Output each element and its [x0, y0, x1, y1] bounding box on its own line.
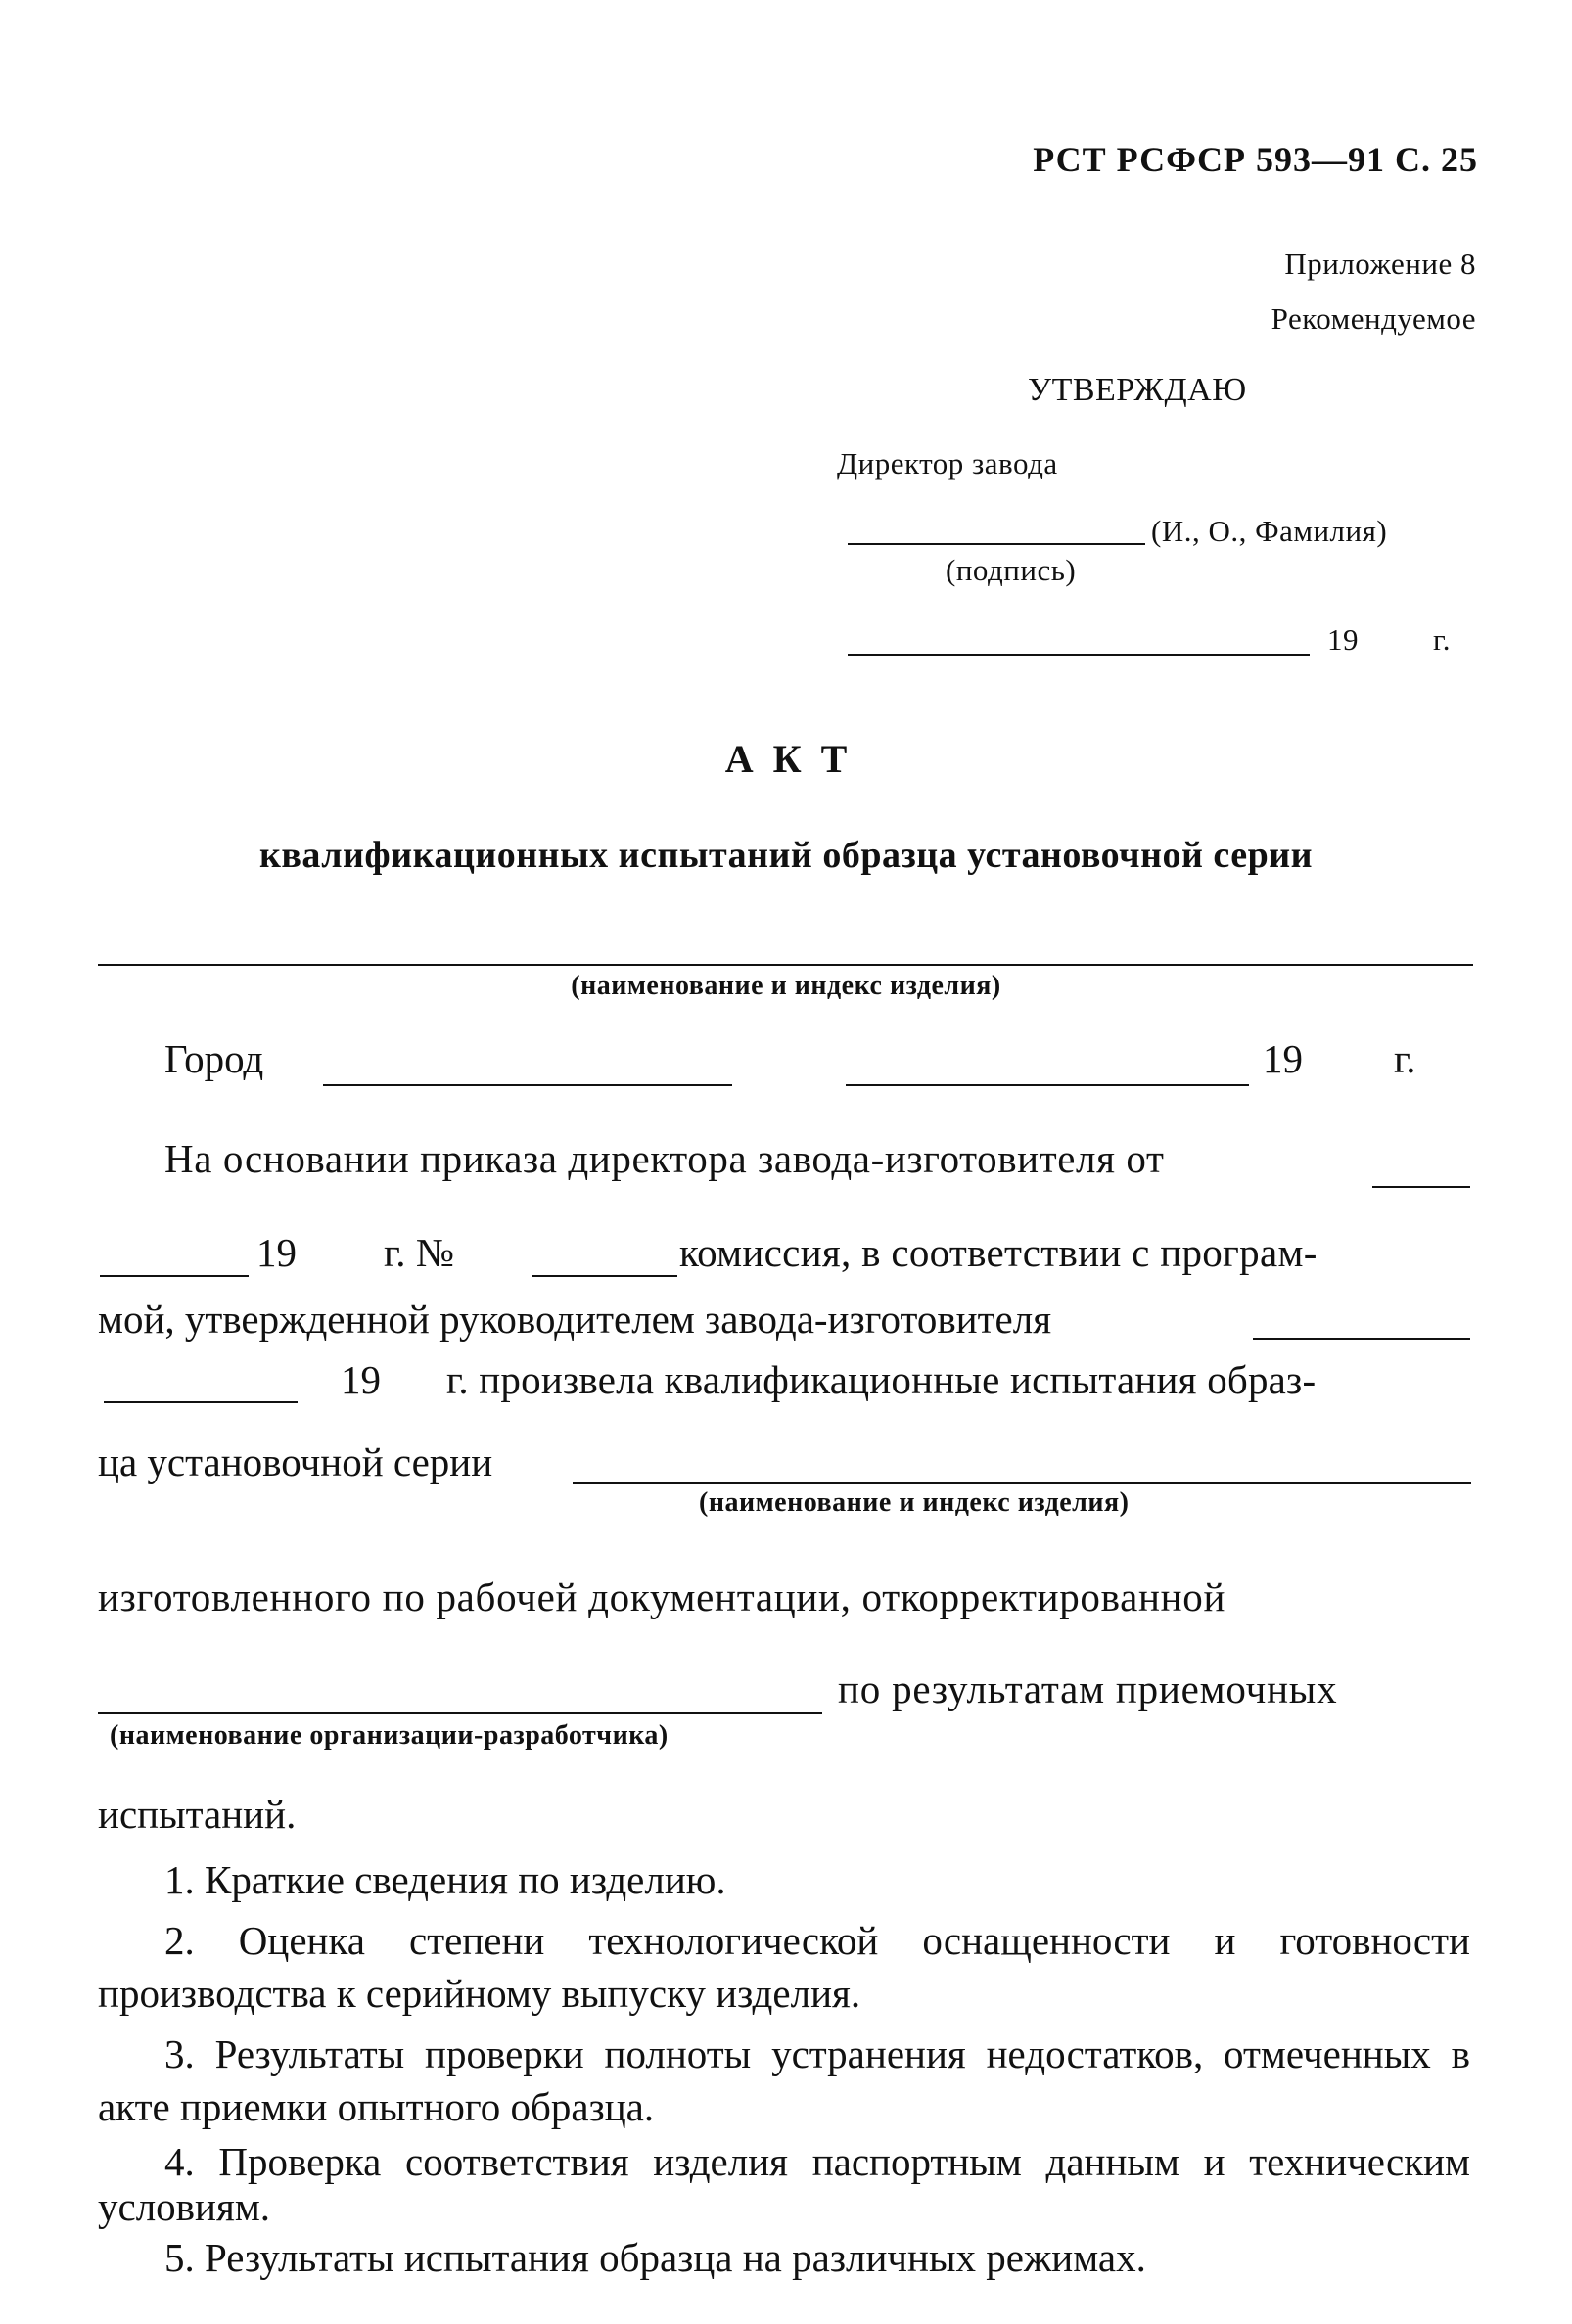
list-item: 2. Оценка степени технологической оснащенности и готовности производства к серийному выпуску изделия.	[98, 1918, 1470, 2016]
list-item: 1. Краткие сведения по изделию.	[164, 1857, 726, 1902]
program-day-line	[104, 1401, 298, 1403]
developer-line	[98, 1712, 822, 1714]
approve-label: УТВЕРЖДАЮ	[1028, 372, 1247, 408]
list-item: 3. Результаты проверки полноты устранения недостатков, отмеченных в акте приемки опытного образца.	[98, 2031, 1470, 2129]
list-item: 5. Результаты испытания образца на различных режимах.	[164, 2235, 1146, 2280]
developer-hint: (наименование организации-разработчика)	[110, 1720, 669, 1751]
program-year: 19	[341, 1357, 381, 1402]
order-year: 19	[256, 1230, 297, 1275]
body-line-3: мой, утвержденной руководителем завода-изготовителя	[98, 1297, 1052, 1342]
signature-line	[848, 543, 1145, 545]
city-year: 19	[1263, 1036, 1303, 1081]
appendix-status: Рекомендуемое	[1271, 301, 1476, 336]
city-line	[323, 1084, 732, 1086]
order-number-line	[532, 1275, 677, 1277]
document-subtitle: квалификационных испытаний образца установочной серии	[258, 835, 1314, 876]
sample-hint: (наименование и индекс изделия)	[699, 1487, 1130, 1518]
director-label: Директор завода	[837, 446, 1058, 480]
list-item: 4. Проверка соответствия изделия паспортным данным и техническим условиям.	[98, 2139, 1470, 2229]
order-day-line	[100, 1275, 249, 1277]
page-header: РСТ РСФСР 593—91 С. 25	[1033, 140, 1478, 179]
sample-line	[573, 1482, 1471, 1484]
approval-year: 19	[1327, 622, 1359, 657]
body-line-8: испытаний.	[98, 1792, 297, 1837]
body-line-5: ца установочной серии	[98, 1439, 493, 1484]
body-line-7: по результатам приемочных	[838, 1666, 1338, 1711]
product-line	[98, 964, 1473, 966]
document-title: АКТ	[724, 737, 867, 781]
approval-year-suffix: г.	[1433, 622, 1451, 657]
name-hint: (И., О., Фамилия)	[1151, 514, 1388, 548]
appendix-label: Приложение 8	[1284, 247, 1476, 281]
date-line	[848, 654, 1310, 656]
order-date-line	[1372, 1186, 1470, 1188]
city-date-line	[846, 1084, 1249, 1086]
body-line-1: На основании приказа директора завода-изготовителя от	[164, 1136, 1165, 1181]
body-line-4: г. произвела квалификационные испытания образ-	[446, 1357, 1317, 1402]
signature-hint: (подпись)	[946, 553, 1077, 587]
city-year-suffix: г.	[1394, 1036, 1416, 1081]
product-hint: (наименование и индекс изделия)	[571, 971, 1001, 1001]
body-line-6: изготовленного по рабочей документации, откорректированной	[98, 1574, 1226, 1619]
order-g-no: г. №	[384, 1230, 454, 1275]
program-date-line	[1253, 1338, 1470, 1340]
city-label: Город	[164, 1036, 264, 1081]
body-line-2: комиссия, в соответствии с програм-	[679, 1230, 1318, 1275]
